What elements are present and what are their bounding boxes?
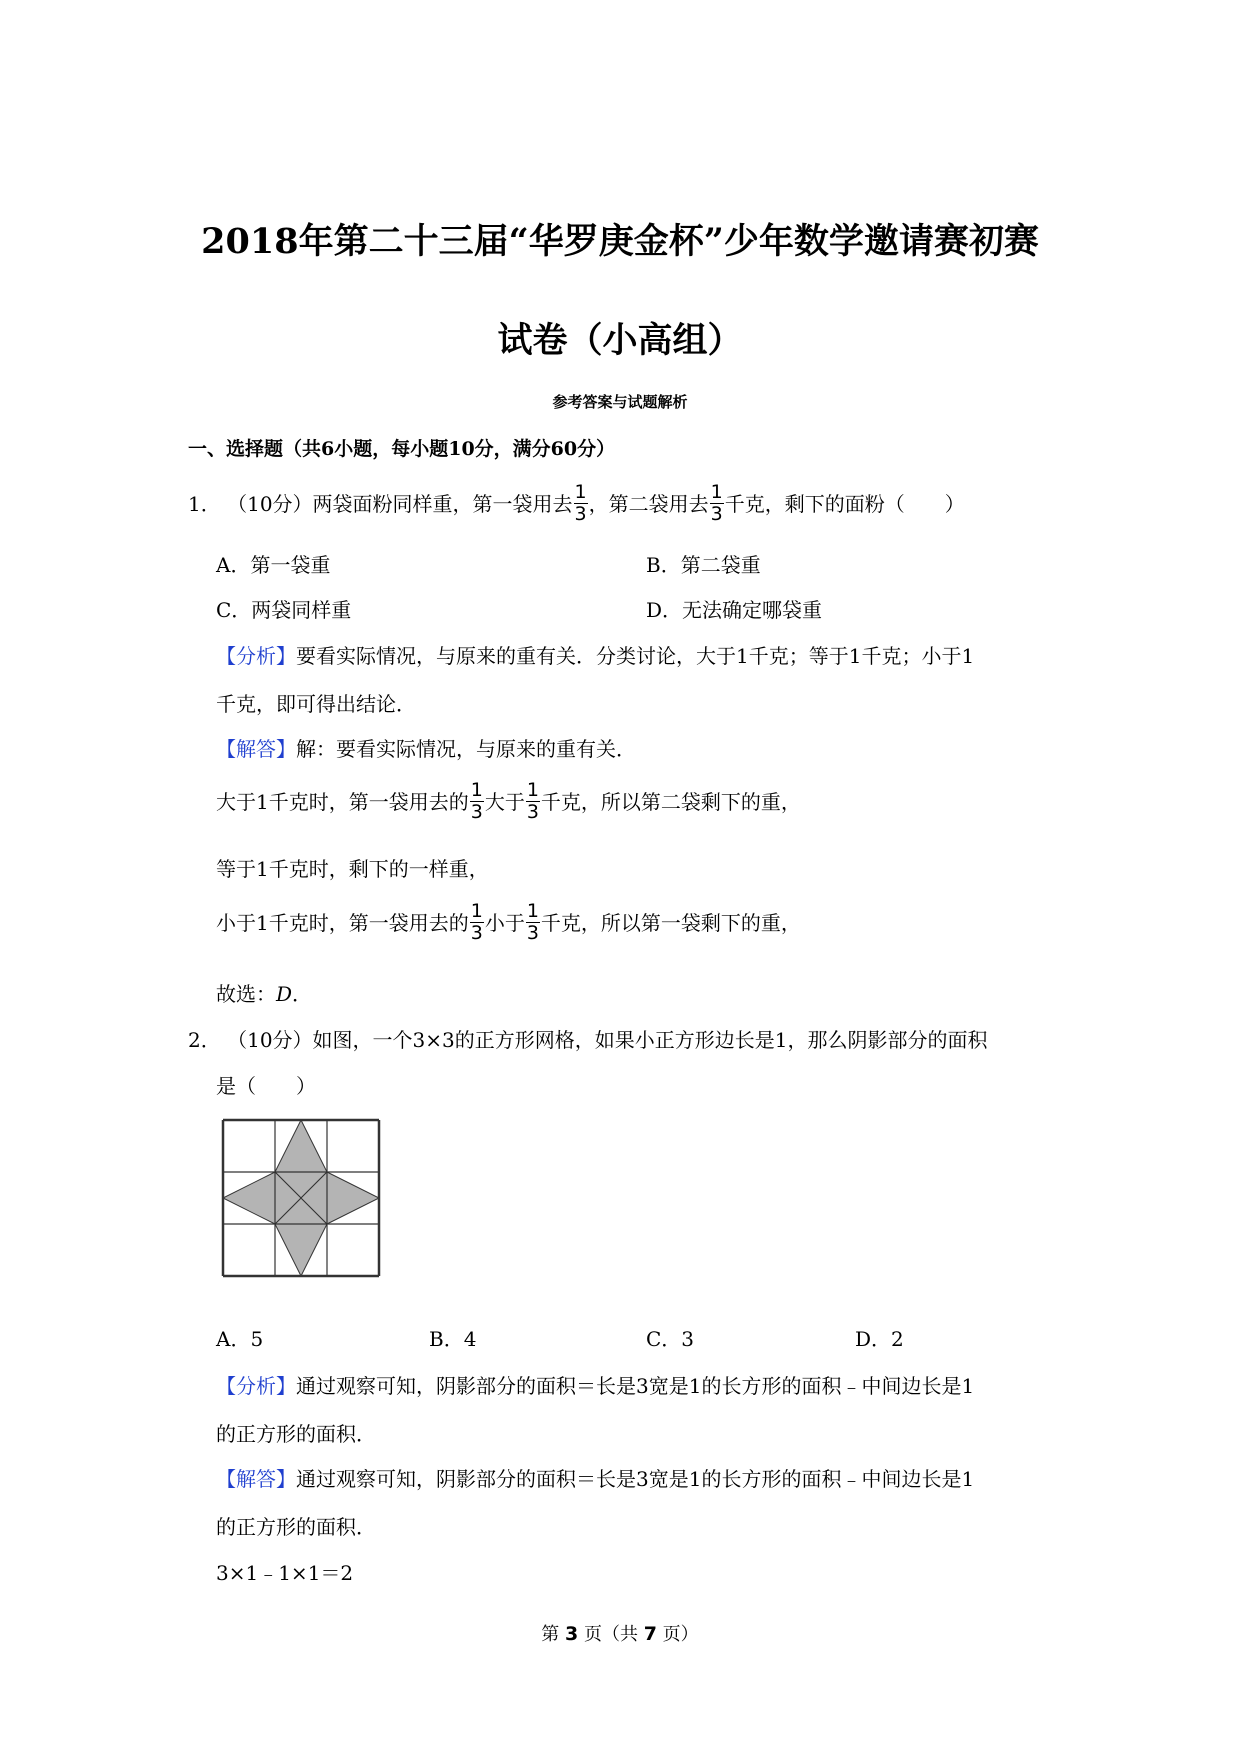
q2-answer [216, 1463, 974, 1492]
q1-analysis-line1: 要看实际情况，与原来的重有关．分类讨论，大于1千克；等于1千克；小于1 [296, 644, 975, 668]
q1-analysis [216, 640, 974, 669]
answer-tag: 【解答】 [216, 1467, 296, 1491]
q2-option-d: D．2 [855, 1327, 904, 1351]
q1-option-a: A．第一袋重 [216, 553, 331, 577]
page-title-line2: 试卷（小高组） [497, 320, 743, 361]
footer-pre: 第 [541, 1624, 566, 1645]
q1-case2: 等于1千克时，剩下的一样重， [216, 857, 489, 881]
q1-stem-a: （10分）两袋面粉同样重，第一袋用去 [227, 492, 573, 516]
q1-stem-b: ，第二袋用去 [588, 492, 709, 516]
page-title-line1: 2018年第二十三届“华罗庚金杯”少年数学邀请赛初赛 [201, 221, 1039, 262]
q2-analysis-line1: 通过观察可知，阴影部分的面积＝长是3宽是1的长方形的面积﹣中间边长是1 [296, 1374, 975, 1398]
q2-analysis-line2: 的正方形的面积． [216, 1422, 376, 1446]
q1-choice: D [276, 982, 293, 1006]
fraction-one-third: $\frac{1}{3}$ [470, 779, 483, 823]
page-number: 3 [565, 1623, 579, 1645]
q1-option-b: B．第二袋重 [646, 553, 761, 577]
q1-number: 1． [188, 492, 221, 516]
q2-option-c: C．3 [646, 1327, 695, 1351]
answer-tag: 【解答】 [216, 737, 296, 761]
q2-option-b: B．4 [429, 1327, 477, 1351]
q2-analysis [216, 1370, 974, 1399]
fraction-one-third: $\frac{1}{3}$ [710, 481, 723, 525]
q1-option-c: C．两袋同样重 [216, 598, 352, 622]
shaded-star [223, 1120, 379, 1276]
q2-stem-text: （10分）如图，一个3×3的正方形网格，如果小正方形边长是1，那么阴影部分的面积 [227, 1028, 988, 1052]
q2-calculation: 3×1﹣1×1＝2 [216, 1561, 354, 1585]
analysis-tag: 【分析】 [216, 1374, 296, 1398]
q1-final-choice [216, 978, 312, 1007]
q1-case3-c: 千克，所以第一袋剩下的重， [540, 911, 801, 935]
q2-option-a: A．5 [216, 1327, 264, 1351]
q1-case1 [216, 779, 801, 825]
q1-case1-b: 大于 [484, 790, 525, 814]
q1-analysis-line2: 千克，即可得出结论． [216, 692, 416, 716]
footer-post: 页） [656, 1624, 699, 1645]
q1-option-d: D．无法确定哪袋重 [646, 598, 823, 622]
q1-case3-b: 小于 [484, 911, 525, 935]
page-total: 7 [643, 1623, 657, 1645]
analysis-tag: 【分析】 [216, 644, 296, 668]
q1-answer-line1: 解：要看实际情况，与原来的重有关． [296, 737, 636, 761]
q1-stem-c: 千克，剩下的面粉（ ） [724, 492, 965, 516]
q2-answer-line1: 通过观察可知，阴影部分的面积＝长是3宽是1的长方形的面积﹣中间边长是1 [296, 1467, 975, 1491]
fraction-one-third: $\frac{1}{3}$ [470, 900, 483, 944]
q2-stem-line1 [188, 1024, 987, 1053]
q1-answer [216, 733, 636, 762]
q1-case1-a: 大于1千克时，第一袋用去的 [216, 790, 469, 814]
q1-choice-suffix: ． [292, 982, 313, 1006]
q2-stem-line2: 是（ ） [216, 1074, 316, 1098]
q1-choice-prefix: 故选： [216, 982, 276, 1006]
section-heading: 一、选择题（共6小题，每小题10分，满分60分） [188, 438, 616, 460]
star-grid-figure [220, 1117, 382, 1279]
page-footer [0, 1620, 1240, 1646]
q1-stem [188, 481, 965, 527]
fraction-one-third: $\frac{1}{3}$ [526, 779, 539, 823]
q1-case3 [216, 900, 801, 946]
q2-number: 2． [188, 1028, 221, 1052]
footer-mid: 页（共 [578, 1624, 644, 1645]
q1-case3-a: 小于1千克时，第一袋用去的 [216, 911, 469, 935]
q1-case1-c: 千克，所以第二袋剩下的重， [540, 790, 801, 814]
page-subtitle: 参考答案与试题解析 [552, 393, 688, 411]
fraction-one-third: $\frac{1}{3}$ [526, 900, 539, 944]
q2-answer-line2: 的正方形的面积． [216, 1515, 376, 1539]
fraction-one-third: $\frac{1}{3}$ [574, 481, 587, 525]
